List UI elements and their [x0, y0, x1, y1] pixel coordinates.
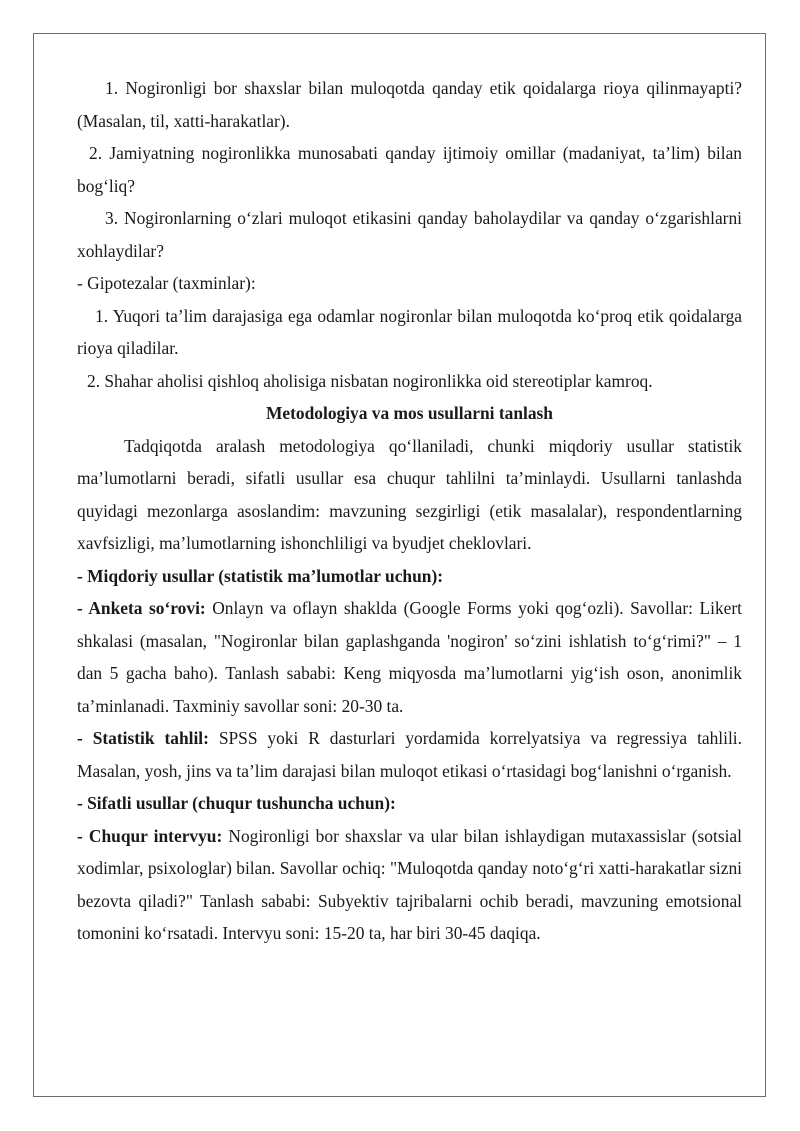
hypotheses-label: - Gipotezalar (taxminlar):	[77, 273, 256, 293]
hypothesis-1: 1. Yuqori ta’lim darajasiga ega odamlar nogironlar bilan muloqotda ko‘proq etik qoidalarga rioya qiladilar.	[77, 305, 742, 358]
interview-paragraph	[77, 820, 742, 950]
hypothesis-2: 2. Shahar aholisi qishloq aholisiga nisbatan nogironlikka oid stereotiplar kamroq.	[87, 370, 653, 391]
section-heading: Metodologiya va mos usullarni tanlash	[266, 403, 553, 423]
analysis-paragraph	[77, 722, 742, 787]
question-1: 1. Nogironligi bor shaxslar bilan muloqotda qanday etik qoidalarga rioya qilinmayapti? (Masalan, til, xatti-harakatlar).	[77, 78, 742, 131]
survey-label: - Anketa so‘rovi:	[77, 598, 206, 618]
interview-text: Nogironligi bor shaxslar va ular bilan ishlaydigan mutaxassislar (sotsial xodimlar, psixologlar) bilan. Savollar ochiq: "Muloqotda qanday noto‘g‘ri xatti-harakatlar sizni bezovta qiladi?" Tanlash sababi: Subyektiv tajribalarni ochib beradi, mavzuning emotsional tomonini ko‘rsatadi. Intervyu soni: 15-20 ta, har biri 30-45 daqiqa.	[77, 825, 742, 943]
survey-text: Onlayn va oflayn shaklda (Google Forms yoki qog‘ozli). Savollar: Likert shkalasi (masalan, "Nogironlar bilan gaplashganda 'nogiron' so‘zini ishlatish to‘g‘rimi?" – 1 dan 5 gacha baho). Tanlash sababi: Keng miqyosda ma’lumotlarni yig‘ish oson, anonimlik ta’minlanadi. Taxminiy savollar soni: 20-30 ta.	[77, 598, 742, 716]
quantitative-heading: - Miqdoriy usullar (statistik ma’lumotlar uchun):	[77, 565, 444, 586]
document-body	[77, 72, 742, 950]
qualitative-heading: - Sifatli usullar (chuqur tushuncha uchun):	[77, 793, 396, 813]
interview-label: - Chuqur intervyu:	[77, 825, 223, 846]
analysis-label: - Statistik tahlil:	[77, 728, 209, 748]
question-3: 3. Nogironlarning o‘zlari muloqot etikasini qanday baholaydilar va qanday o‘zgarishlarni xohlaydilar?	[77, 208, 742, 261]
methodology-intro: Tadqiqotda aralash metodologiya qo‘llaniladi, chunki miqdoriy usullar statistik ma’lumotlarni beradi, sifatli usullar esa chuqur tahlilni ta’minlaydi. Usullarni tanlashda quyidagi mezonlarga asoslandim: mavzuning sezgirligi (etik masalalar), respondentlarning xavfsizligi, ma’lumotlarning ishonchliligi va byudjet cheklovlari.	[77, 435, 742, 553]
analysis-text: SPSS yoki R dasturlari yordamida korrelyatsiya va regressiya tahlili. Masalan, yosh, jins va ta’lim darajasi bilan muloqot etikasi o‘rtasidagi bog‘lanishni o‘rganish.	[77, 728, 742, 781]
survey-paragraph	[77, 592, 742, 722]
question-2: 2. Jamiyatning nogironlikka munosabati qanday ijtimoiy omillar (madaniyat, ta’lim) bilan bog‘liq?	[77, 143, 742, 196]
